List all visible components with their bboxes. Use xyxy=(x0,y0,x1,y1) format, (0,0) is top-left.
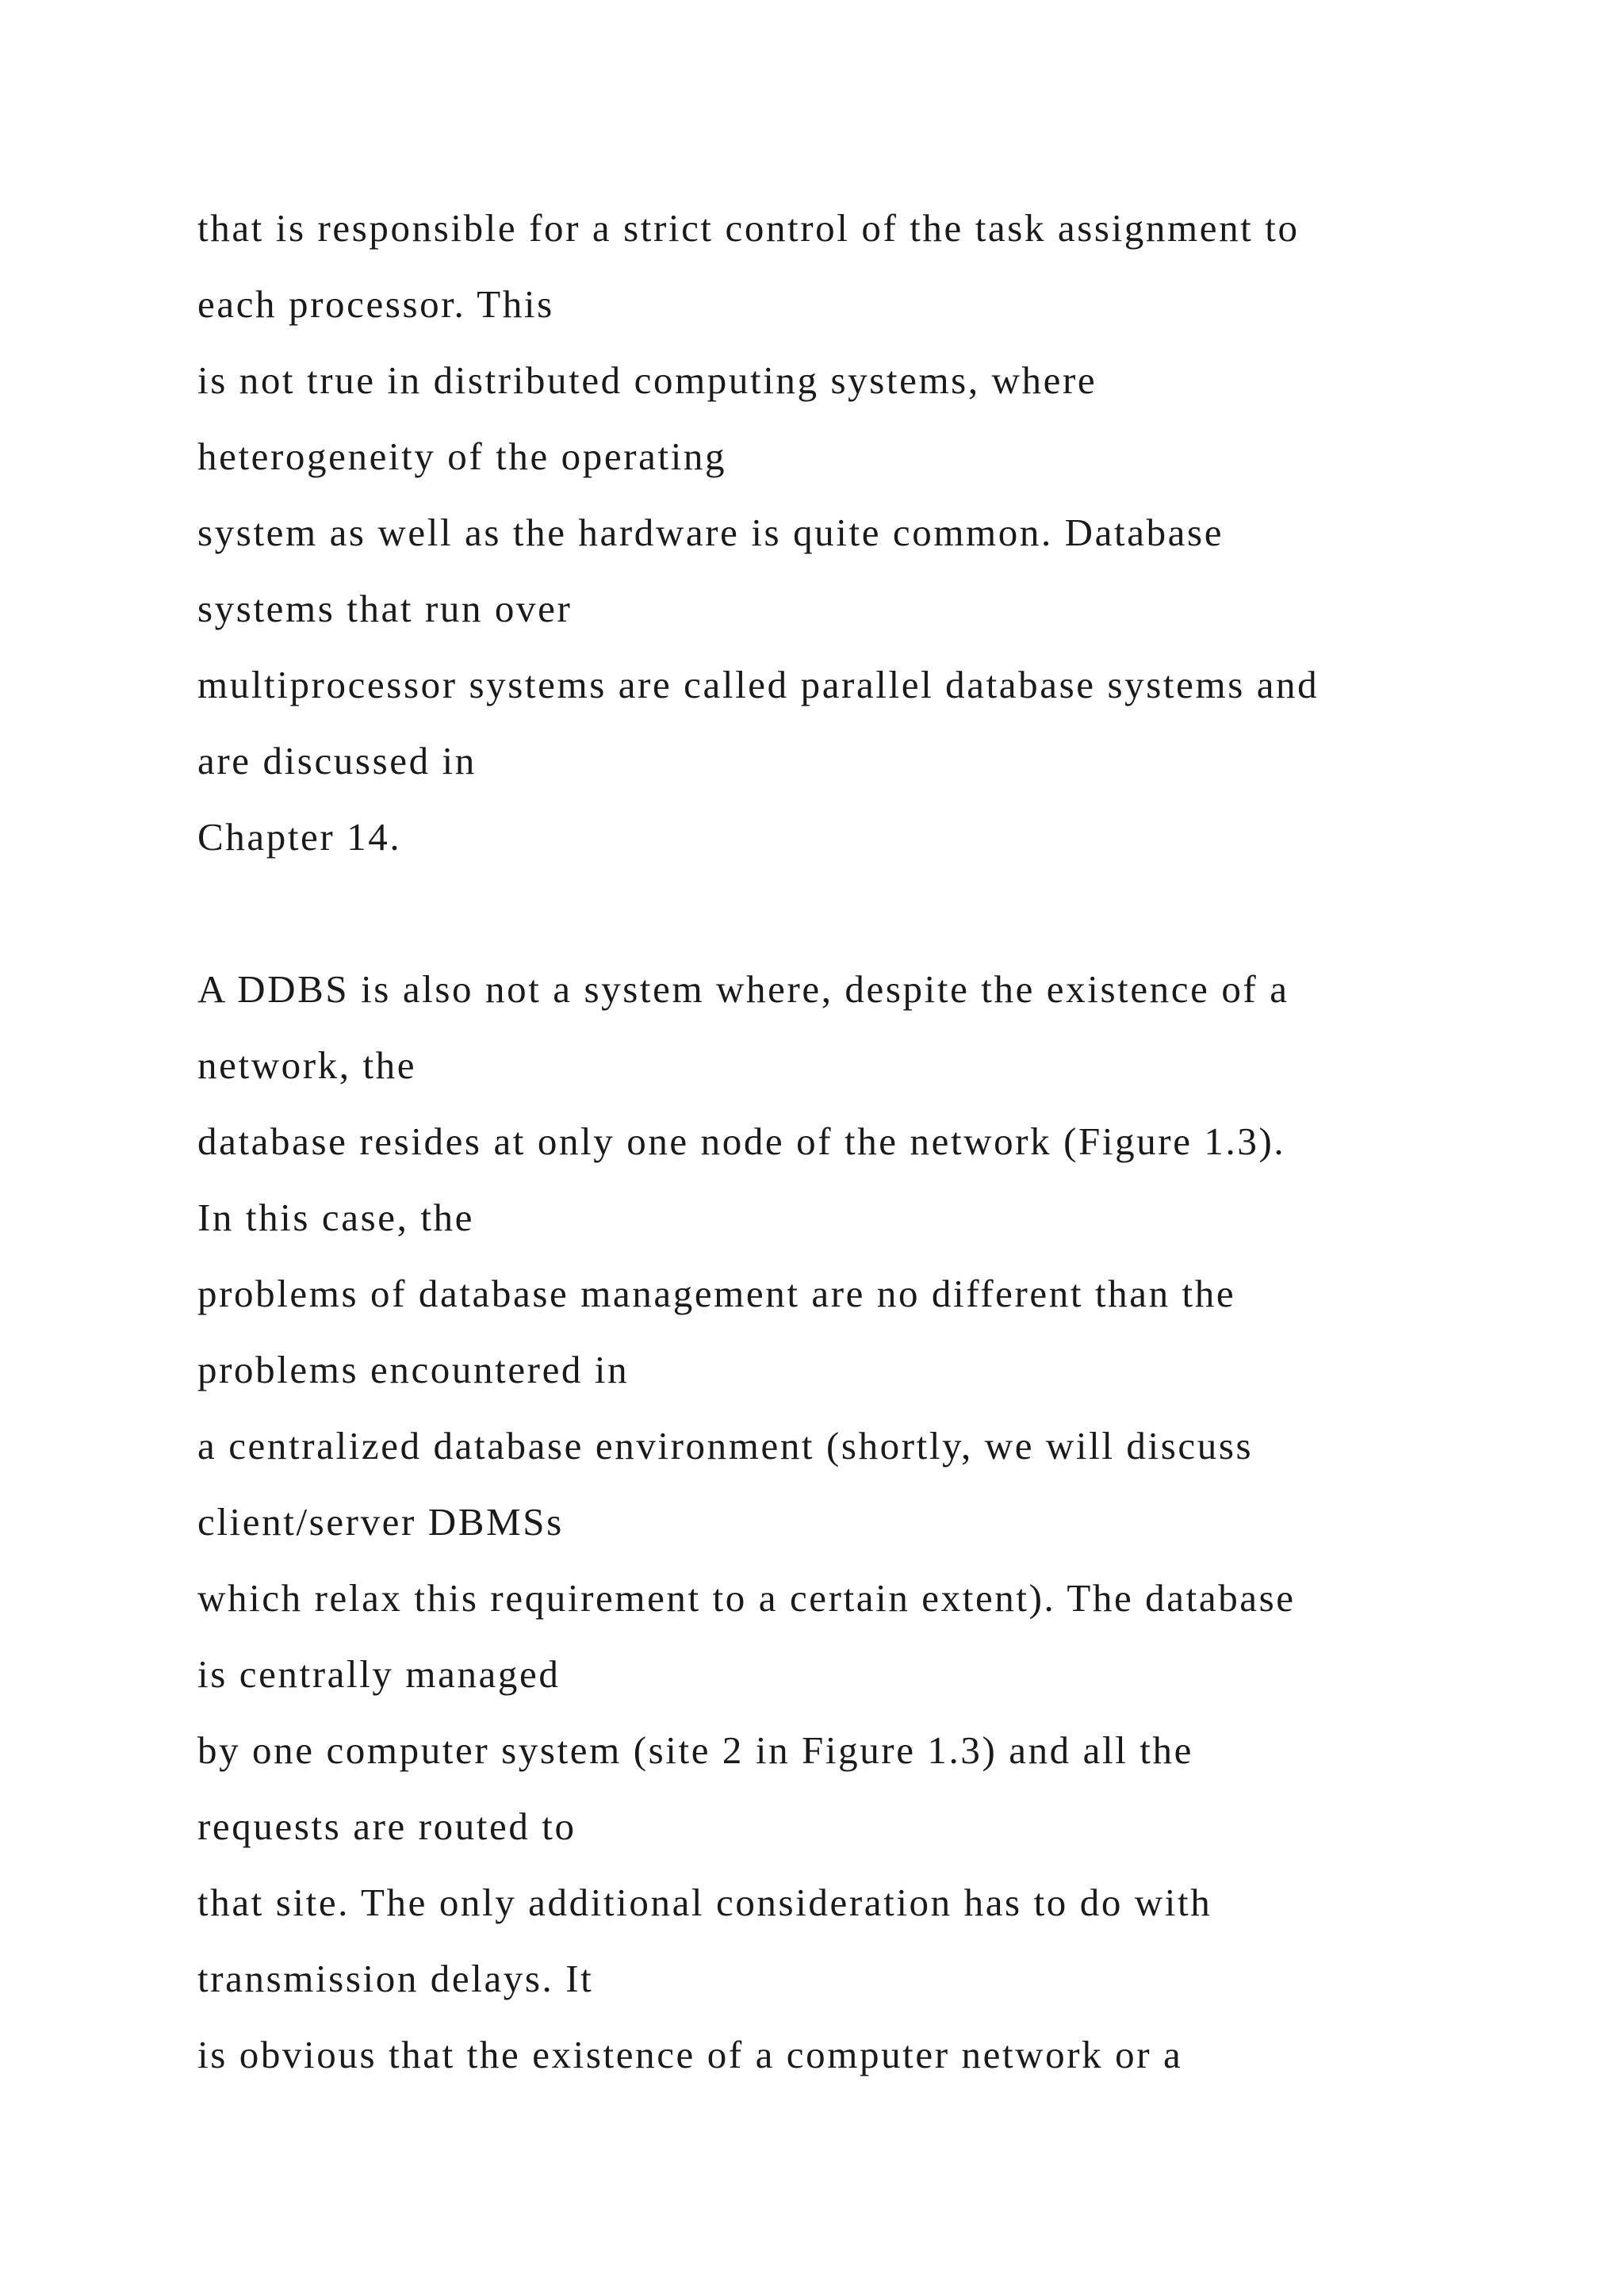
text-line: heterogeneity of the operating xyxy=(197,434,727,478)
text-line: is obvious that the existence of a computer network or a xyxy=(197,2033,1183,2076)
paragraph-2 xyxy=(197,951,1545,2093)
text-line: problems of database management are no different than the xyxy=(197,1272,1236,1315)
text-line: database resides at only one node of the network (Figure 1.3). xyxy=(197,1119,1286,1163)
text-line: In this case, the xyxy=(197,1196,474,1239)
text-line: transmission delays. It xyxy=(197,1957,594,2000)
text-line: that is responsible for a strict control of the task assignment to xyxy=(197,206,1300,250)
text-line: that site. The only additional consideration has to do with xyxy=(197,1881,1212,1924)
paragraph-1 xyxy=(197,190,1545,875)
text-line: system as well as the hardware is quite common. Database xyxy=(197,511,1224,554)
text-line: Chapter 14. xyxy=(197,815,402,859)
text-line: by one computer system (site 2 in Figure 1.3) and all the xyxy=(197,1728,1193,1772)
text-line: a centralized database environment (shortly, we will discuss xyxy=(197,1424,1254,1468)
text-line: systems that run over xyxy=(197,587,573,630)
text-line: is not true in distributed computing systems, where xyxy=(197,358,1097,402)
text-line: A DDBS is also not a system where, despite the existence of a xyxy=(197,967,1289,1011)
text-line: network, the xyxy=(197,1043,417,1087)
text-line: requests are routed to xyxy=(197,1804,576,1848)
text-line: client/server DBMSs xyxy=(197,1500,564,1544)
text-line: is centrally managed xyxy=(197,1652,561,1696)
paragraph-spacer xyxy=(197,875,1545,951)
text-line: which relax this requirement to a certain extent). The database xyxy=(197,1576,1296,1620)
text-line: problems encountered in xyxy=(197,1348,630,1391)
text-line: multiprocessor systems are called parallel database systems and xyxy=(197,663,1320,706)
text-line: each processor. This xyxy=(197,282,554,326)
document-body xyxy=(197,190,1545,2093)
text-line: are discussed in xyxy=(197,739,477,783)
